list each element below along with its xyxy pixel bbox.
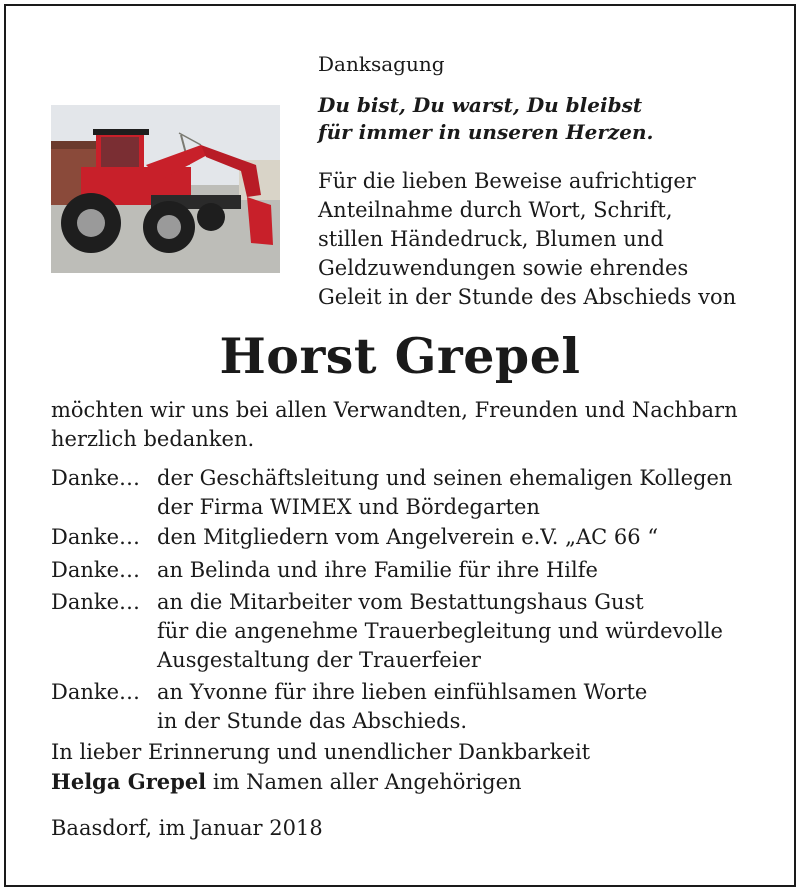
tractor-photo: [51, 105, 280, 273]
closing-line: In lieber Erinnerung und unendlicher Dankbarkeit: [51, 740, 591, 764]
thanks-intro-line-1: möchten wir uns bei allen Verwandten, Freunden und Nachbarn: [51, 398, 738, 422]
motto-line-1: Du bist, Du warst, Du bleibst: [318, 93, 643, 117]
danke-label: Danke…: [51, 590, 141, 614]
danke-item-2-line-1: den Mitgliedern vom Angelverein e.V. „AC 66 “: [157, 525, 659, 549]
danke-item-4-line-2: für die angenehme Trauerbegleitung und würdevolle: [157, 619, 723, 643]
place-date: Baasdorf, im Januar 2018: [51, 816, 323, 840]
danke-label: Danke…: [51, 558, 141, 582]
intro-line-1: Für die lieben Beweise aufrichtiger: [318, 169, 696, 193]
danke-item-4-line-3: Ausgestaltung der Trauerfeier: [157, 648, 481, 672]
danke-item-1-line-1: der Geschäftsleitung und seinen ehemaligen Kollegen: [157, 466, 733, 490]
intro-line-4: Geldzuwendungen sowie ehrendes: [318, 256, 689, 280]
intro-line-2: Anteilnahme durch Wort, Schrift,: [318, 198, 673, 222]
danke-item-5-line-2: in der Stunde das Abschieds.: [157, 709, 468, 733]
danke-item-3-line-1: an Belinda und ihre Familie für ihre Hilfe: [157, 558, 598, 582]
motto-line-2: für immer in unseren Herzen.: [318, 120, 654, 144]
danke-item-5-line-1: an Yvonne für ihre lieben einfühlsamen Worte: [157, 680, 648, 704]
intro-line-5: Geleit in der Stunde des Abschieds von: [318, 285, 737, 309]
danke-label: Danke…: [51, 466, 141, 490]
danke-label: Danke…: [51, 525, 141, 549]
danke-label: Danke…: [51, 680, 141, 704]
danke-item-4-line-1: an die Mitarbeiter vom Bestattungshaus Gust: [157, 590, 644, 614]
notice-heading: Danksagung: [318, 52, 445, 76]
danke-item-1-line-2: der Firma WIMEX und Bördegarten: [157, 495, 540, 519]
signature-line: [51, 771, 522, 793]
thanks-intro-line-2: herzlich bedanken.: [51, 427, 255, 451]
tractor-illustration: [51, 105, 280, 273]
signer-rest: im Namen aller Angehörigen: [206, 770, 522, 794]
deceased-name: Horst Grepel: [219, 327, 581, 385]
signer-name: Helga Grepel: [51, 769, 207, 794]
intro-line-3: stillen Händedruck, Blumen und: [318, 227, 664, 251]
